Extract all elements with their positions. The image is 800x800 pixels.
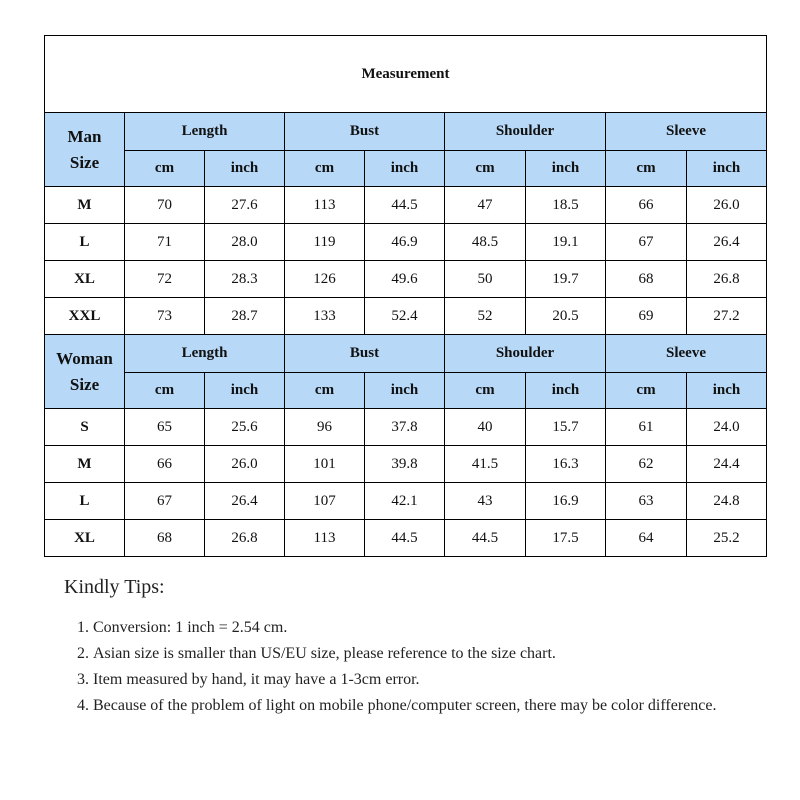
group-header: Shoulder xyxy=(445,113,606,151)
value-cell: 126 xyxy=(285,261,365,298)
value-cell: 71 xyxy=(125,224,205,261)
value-cell: 24.4 xyxy=(687,446,767,483)
value-cell: 20.5 xyxy=(526,298,606,335)
size-chart-table xyxy=(44,35,767,557)
value-cell: 107 xyxy=(285,483,365,520)
value-cell: 25.2 xyxy=(687,520,767,557)
value-cell: 19.7 xyxy=(526,261,606,298)
tips-section xyxy=(64,576,744,719)
value-cell: 133 xyxy=(285,298,365,335)
value-cell: 44.5 xyxy=(445,520,526,557)
value-cell: 67 xyxy=(125,483,205,520)
value-cell: 19.1 xyxy=(526,224,606,261)
size-cell: XL xyxy=(45,261,125,298)
size-column-header xyxy=(45,113,125,187)
value-cell: 27.2 xyxy=(687,298,767,335)
unit-cm-header: cm xyxy=(125,151,205,187)
group-header: Sleeve xyxy=(606,335,767,373)
value-cell: 26.8 xyxy=(205,520,285,557)
value-cell: 64 xyxy=(606,520,687,557)
size-cell: L xyxy=(45,224,125,261)
table-row xyxy=(45,261,767,298)
unit-cm-header: cm xyxy=(606,151,687,187)
value-cell: 63 xyxy=(606,483,687,520)
value-cell: 26.0 xyxy=(205,446,285,483)
group-header: Bust xyxy=(285,113,445,151)
unit-cm-header: cm xyxy=(285,151,365,187)
group-header: Bust xyxy=(285,335,445,373)
value-cell: 28.0 xyxy=(205,224,285,261)
value-cell: 17.5 xyxy=(526,520,606,557)
value-cell: 16.9 xyxy=(526,483,606,520)
table-row xyxy=(45,187,767,224)
size-cell: S xyxy=(45,409,125,446)
value-cell: 28.7 xyxy=(205,298,285,335)
value-cell: 18.5 xyxy=(526,187,606,224)
size-header-line2: Size xyxy=(69,374,100,394)
value-cell: 25.6 xyxy=(205,409,285,446)
unit-cm-header: cm xyxy=(125,373,205,409)
value-cell: 96 xyxy=(285,409,365,446)
value-cell: 52 xyxy=(445,298,526,335)
value-cell: 44.5 xyxy=(365,520,445,557)
value-cell: 72 xyxy=(125,261,205,298)
value-cell: 62 xyxy=(606,446,687,483)
value-cell: 113 xyxy=(285,187,365,224)
value-cell: 66 xyxy=(606,187,687,224)
unit-cm-header: cm xyxy=(606,373,687,409)
size-header-line2: Size xyxy=(69,152,100,172)
unit-inch-header: inch xyxy=(687,373,767,409)
value-cell: 113 xyxy=(285,520,365,557)
section-header-row xyxy=(45,335,767,373)
unit-cm-header: cm xyxy=(445,373,526,409)
value-cell: 28.3 xyxy=(205,261,285,298)
tips-title: Kindly Tips: xyxy=(64,576,165,598)
unit-inch-header: inch xyxy=(526,151,606,187)
value-cell: 52.4 xyxy=(365,298,445,335)
tip-item: 2. Asian size is smaller than US/EU size, please reference to the size chart. xyxy=(93,641,744,667)
group-header: Shoulder xyxy=(445,335,606,373)
size-cell: M xyxy=(45,446,125,483)
value-cell: 24.0 xyxy=(687,409,767,446)
tip-item: 4. Because of the problem of light on mobile phone/computer screen, there may be color difference. xyxy=(93,693,744,719)
tips-list xyxy=(64,615,744,719)
unit-header-row xyxy=(45,373,767,409)
value-cell: 37.8 xyxy=(365,409,445,446)
unit-inch-header: inch xyxy=(687,151,767,187)
section-header-row xyxy=(45,113,767,151)
value-cell: 61 xyxy=(606,409,687,446)
value-cell: 70 xyxy=(125,187,205,224)
size-header-line1: Woman xyxy=(56,348,113,368)
group-header: Sleeve xyxy=(606,113,767,151)
table-row xyxy=(45,483,767,520)
tip-item: 3. Item measured by hand, it may have a 1-3cm error. xyxy=(93,667,744,693)
value-cell: 26.4 xyxy=(205,483,285,520)
table-row xyxy=(45,298,767,335)
value-cell: 41.5 xyxy=(445,446,526,483)
unit-inch-header: inch xyxy=(205,151,285,187)
value-cell: 40 xyxy=(445,409,526,446)
value-cell: 66 xyxy=(125,446,205,483)
value-cell: 48.5 xyxy=(445,224,526,261)
table-row xyxy=(45,409,767,446)
unit-cm-header: cm xyxy=(285,373,365,409)
value-cell: 101 xyxy=(285,446,365,483)
unit-inch-header: inch xyxy=(526,373,606,409)
value-cell: 24.8 xyxy=(687,483,767,520)
value-cell: 69 xyxy=(606,298,687,335)
size-header-line1: Man xyxy=(67,126,102,146)
value-cell: 16.3 xyxy=(526,446,606,483)
value-cell: 49.6 xyxy=(365,261,445,298)
value-cell: 67 xyxy=(606,224,687,261)
value-cell: 42.1 xyxy=(365,483,445,520)
chart-title: Measurement xyxy=(45,36,767,113)
table-row xyxy=(45,520,767,557)
size-column-header xyxy=(45,335,125,409)
group-header: Length xyxy=(125,335,285,373)
value-cell: 26.4 xyxy=(687,224,767,261)
value-cell: 47 xyxy=(445,187,526,224)
value-cell: 46.9 xyxy=(365,224,445,261)
value-cell: 26.8 xyxy=(687,261,767,298)
unit-inch-header: inch xyxy=(205,373,285,409)
value-cell: 73 xyxy=(125,298,205,335)
size-cell: XXL xyxy=(45,298,125,335)
value-cell: 26.0 xyxy=(687,187,767,224)
unit-cm-header: cm xyxy=(445,151,526,187)
value-cell: 15.7 xyxy=(526,409,606,446)
table-row xyxy=(45,224,767,261)
group-header: Length xyxy=(125,113,285,151)
value-cell: 27.6 xyxy=(205,187,285,224)
size-cell: XL xyxy=(45,520,125,557)
size-cell: L xyxy=(45,483,125,520)
unit-inch-header: inch xyxy=(365,373,445,409)
value-cell: 44.5 xyxy=(365,187,445,224)
unit-inch-header: inch xyxy=(365,151,445,187)
value-cell: 68 xyxy=(125,520,205,557)
tip-item: 1. Conversion: 1 inch = 2.54 cm. xyxy=(93,615,744,641)
size-cell: M xyxy=(45,187,125,224)
value-cell: 39.8 xyxy=(365,446,445,483)
value-cell: 65 xyxy=(125,409,205,446)
value-cell: 68 xyxy=(606,261,687,298)
value-cell: 43 xyxy=(445,483,526,520)
table-row xyxy=(45,446,767,483)
value-cell: 50 xyxy=(445,261,526,298)
value-cell: 119 xyxy=(285,224,365,261)
unit-header-row xyxy=(45,151,767,187)
